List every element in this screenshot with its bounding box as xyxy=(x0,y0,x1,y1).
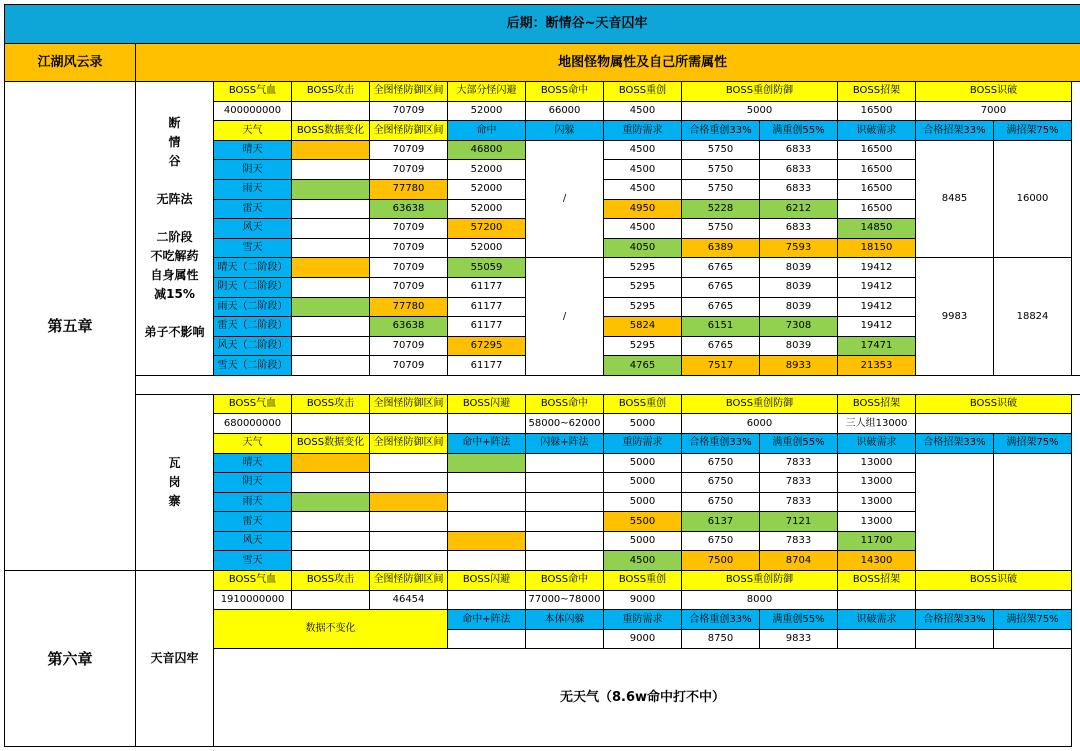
table-cell: 6000 xyxy=(682,414,838,434)
table-cell xyxy=(292,297,370,317)
table-cell: 61177 xyxy=(448,356,526,376)
column-header: BOSS重创防御 xyxy=(682,394,838,414)
table-cell: 11700 xyxy=(838,531,916,551)
no-change-note: 数据不变化 xyxy=(214,610,448,649)
table-cell: 19412 xyxy=(838,258,916,278)
weather-label: 风天（二阶段） xyxy=(214,336,292,356)
table-cell xyxy=(526,473,604,493)
table-cell: 13000 xyxy=(838,492,916,512)
table-cell xyxy=(994,629,1072,649)
table-cell: 52000 xyxy=(448,101,526,121)
column-header: 满招架75% xyxy=(994,121,1072,141)
table-cell xyxy=(916,453,994,570)
table-cell xyxy=(370,473,448,493)
weather-label: 风天 xyxy=(214,531,292,551)
map-label-line: 不吃解药 xyxy=(150,249,199,264)
table-cell: 4500 xyxy=(604,140,682,160)
column-header: 识破需求 xyxy=(838,610,916,630)
table-cell: 52000 xyxy=(448,160,526,180)
table-cell xyxy=(292,473,370,493)
weather-label: 雪天（二阶段） xyxy=(214,356,292,376)
table-row xyxy=(5,375,1080,394)
table-cell: 7308 xyxy=(760,317,838,337)
column-header: 本体闪躲 xyxy=(526,610,604,630)
table-cell: 680000000 xyxy=(214,414,292,434)
table-cell: 7517 xyxy=(682,356,760,376)
table-cell: 58000~62000 xyxy=(526,414,604,434)
column-header: 识破需求 xyxy=(838,121,916,141)
table-cell xyxy=(916,590,1072,610)
table-cell xyxy=(292,453,370,473)
column-header: BOSS攻击 xyxy=(292,82,370,102)
table-cell: 70709 xyxy=(370,258,448,278)
column-header: 合格招架33% xyxy=(916,434,994,454)
map-label-line: 情 xyxy=(168,135,181,150)
weather-label: 风天 xyxy=(214,219,292,239)
table-cell xyxy=(292,414,370,434)
column-header: BOSS识破 xyxy=(916,571,1072,591)
map-label-line: 瓦 xyxy=(168,455,181,470)
table-cell: 61177 xyxy=(448,277,526,297)
table-row xyxy=(5,44,1080,82)
column-header: BOSS数据变化 xyxy=(292,121,370,141)
table-cell: 5000 xyxy=(604,531,682,551)
table-cell: 14850 xyxy=(838,219,916,239)
column-header: BOSS攻击 xyxy=(292,394,370,414)
table-cell xyxy=(292,219,370,239)
table-cell xyxy=(370,414,448,434)
table-cell: 70709 xyxy=(370,219,448,239)
table-cell: 8039 xyxy=(760,277,838,297)
column-header: 闪躲 xyxy=(526,121,604,141)
table-cell xyxy=(370,551,448,571)
table-cell: 6765 xyxy=(682,258,760,278)
table-cell: 4500 xyxy=(604,219,682,239)
table-cell xyxy=(526,531,604,551)
table-cell: 18150 xyxy=(838,238,916,258)
table-cell: 5000 xyxy=(604,453,682,473)
table-cell xyxy=(292,140,370,160)
table-cell: 16500 xyxy=(838,140,916,160)
table-cell: 8039 xyxy=(760,258,838,278)
column-header: BOSS气血 xyxy=(214,571,292,591)
table-cell: 9000 xyxy=(604,590,682,610)
table-cell: 6765 xyxy=(682,297,760,317)
table-cell: 6833 xyxy=(760,140,838,160)
table-cell: 8039 xyxy=(760,336,838,356)
column-header: 闪躲+阵法 xyxy=(526,434,604,454)
map-label-line: 岗 xyxy=(168,474,181,489)
table-cell xyxy=(838,629,916,649)
map-label-line: 断 xyxy=(168,116,181,131)
table-cell: 14300 xyxy=(838,551,916,571)
section-heading: 地图怪物属性及自己所需属性 xyxy=(136,44,1080,82)
table-cell: 9833 xyxy=(760,629,838,649)
column-header: 合格重创33% xyxy=(682,610,760,630)
map-label-line: 弟子不影响 xyxy=(144,325,205,340)
column-header: 合格重创33% xyxy=(682,121,760,141)
table-cell: 5295 xyxy=(604,277,682,297)
table-cell: 6833 xyxy=(760,219,838,239)
table-cell: 57200 xyxy=(448,219,526,239)
table-cell: 61177 xyxy=(448,297,526,317)
weather-label: 晴天（二阶段） xyxy=(214,258,292,278)
table-cell: 6833 xyxy=(760,180,838,200)
table-cell: 70709 xyxy=(370,356,448,376)
table-cell: 5228 xyxy=(682,199,760,219)
table-cell: 52000 xyxy=(448,199,526,219)
table-cell xyxy=(292,277,370,297)
column-header: 合格招架33% xyxy=(916,610,994,630)
column-header: BOSS招架 xyxy=(838,82,916,102)
column-header: BOSS重创 xyxy=(604,82,682,102)
table-cell: 5000 xyxy=(604,414,682,434)
table-cell: 70709 xyxy=(370,277,448,297)
column-header: BOSS数据变化 xyxy=(292,434,370,454)
table-row xyxy=(5,394,1080,414)
table-cell: 16500 xyxy=(838,180,916,200)
table-cell: 6750 xyxy=(682,492,760,512)
table-cell: 9000 xyxy=(604,629,682,649)
table-cell: 7593 xyxy=(760,238,838,258)
table-cell: 5750 xyxy=(682,140,760,160)
table-cell: 77780 xyxy=(370,297,448,317)
table-cell: 4500 xyxy=(604,180,682,200)
column-header: BOSS重创 xyxy=(604,571,682,591)
table-cell: 17471 xyxy=(838,336,916,356)
map-label-line xyxy=(136,209,213,228)
table-cell: 5750 xyxy=(682,219,760,239)
table-cell xyxy=(526,492,604,512)
table-cell: 52000 xyxy=(448,238,526,258)
map-label-line: 减15% xyxy=(154,287,195,302)
table-cell: 6750 xyxy=(682,531,760,551)
table-cell: 13000 xyxy=(838,473,916,493)
column-header: 满重创55% xyxy=(760,121,838,141)
table-cell xyxy=(448,512,526,532)
table-cell xyxy=(292,531,370,551)
section-label: 江湖风云录 xyxy=(5,44,136,82)
table-cell xyxy=(838,590,916,610)
weather-label: 阴天（二阶段） xyxy=(214,277,292,297)
weather-label: 雪天 xyxy=(214,551,292,571)
map-label xyxy=(136,394,214,570)
table-cell: 70709 xyxy=(370,336,448,356)
table-cell xyxy=(526,551,604,571)
table-cell: 1910000000 xyxy=(214,590,292,610)
column-header: 天气 xyxy=(214,121,292,141)
table-cell: 70709 xyxy=(370,238,448,258)
table-cell xyxy=(448,492,526,512)
table-cell: / xyxy=(526,258,604,375)
boss-attribute-sheet xyxy=(4,4,1080,747)
table-cell xyxy=(292,356,370,376)
table-cell xyxy=(994,453,1072,570)
column-header: 识破需求 xyxy=(838,434,916,454)
table-cell xyxy=(292,199,370,219)
table-cell: 4500 xyxy=(604,160,682,180)
table-cell xyxy=(292,258,370,278)
column-header: BOSS重创 xyxy=(604,394,682,414)
table-cell: 6765 xyxy=(682,277,760,297)
column-header: BOSS气血 xyxy=(214,394,292,414)
table-cell: 8933 xyxy=(760,356,838,376)
table-cell: 5295 xyxy=(604,258,682,278)
weather-label: 雨天 xyxy=(214,492,292,512)
table-cell: 70709 xyxy=(370,101,448,121)
table-cell: 18824 xyxy=(994,258,1072,375)
table-cell: 8704 xyxy=(760,551,838,571)
weather-label: 雨天 xyxy=(214,180,292,200)
column-header: BOSS气血 xyxy=(214,82,292,102)
column-header: 全图怪防御区间 xyxy=(370,571,448,591)
column-header: BOSS重创防御 xyxy=(682,571,838,591)
table-cell: 9983 xyxy=(916,258,994,375)
table-cell xyxy=(526,629,604,649)
table-row xyxy=(5,571,1080,591)
chapter-label: 第五章 xyxy=(5,82,136,571)
column-header: 命中 xyxy=(448,121,526,141)
table-cell: 77000~78000 xyxy=(526,590,604,610)
table-cell: 55059 xyxy=(448,258,526,278)
table-cell: 66000 xyxy=(526,101,604,121)
column-header: 合格招架33% xyxy=(916,121,994,141)
column-header: 重防需求 xyxy=(604,610,682,630)
table-cell: 6137 xyxy=(682,512,760,532)
table-cell xyxy=(292,336,370,356)
column-header: 大部分怪闪避 xyxy=(448,82,526,102)
weather-note: 无天气（8.6w命中打不中） xyxy=(214,649,1072,747)
map-label-line: 二阶段 xyxy=(156,230,193,245)
table-cell: 8750 xyxy=(682,629,760,649)
table-cell xyxy=(292,512,370,532)
table-cell: 400000000 xyxy=(214,101,292,121)
table-cell: 46454 xyxy=(370,590,448,610)
table-cell: 16500 xyxy=(838,160,916,180)
column-header: 满重创55% xyxy=(760,434,838,454)
table-cell: 13000 xyxy=(838,453,916,473)
map-label xyxy=(136,82,214,376)
table-cell: 67295 xyxy=(448,336,526,356)
map-label-line: 无阵法 xyxy=(156,192,193,207)
table-cell: 19412 xyxy=(838,317,916,337)
column-header: BOSS命中 xyxy=(526,82,604,102)
table-cell xyxy=(292,180,370,200)
column-header: BOSS识破 xyxy=(916,82,1072,102)
column-header: BOSS闪避 xyxy=(448,394,526,414)
table-row xyxy=(5,5,1080,44)
separator-row xyxy=(136,375,1080,394)
table-cell: 19412 xyxy=(838,277,916,297)
table-cell xyxy=(370,453,448,473)
table-cell: 6750 xyxy=(682,473,760,493)
column-header: 全图怪防御区间 xyxy=(370,394,448,414)
column-header: 命中+阵法 xyxy=(448,434,526,454)
table-cell xyxy=(526,453,604,473)
column-header: BOSS招架 xyxy=(838,571,916,591)
table-cell: 77780 xyxy=(370,180,448,200)
table-cell: 4500 xyxy=(604,551,682,571)
map-label-line: 谷 xyxy=(168,154,181,169)
table-cell xyxy=(370,512,448,532)
table-cell xyxy=(448,473,526,493)
table-cell: 63638 xyxy=(370,317,448,337)
table-cell xyxy=(526,512,604,532)
map-label: 天音囚牢 xyxy=(136,571,214,747)
table-cell xyxy=(916,414,1072,434)
column-header: 满招架75% xyxy=(994,610,1072,630)
table-cell: 7833 xyxy=(760,473,838,493)
table-cell xyxy=(448,453,526,473)
map-label-line xyxy=(136,304,213,323)
table-cell: 5295 xyxy=(604,336,682,356)
table-cell xyxy=(916,629,994,649)
column-header: 命中+阵法 xyxy=(448,610,526,630)
weather-label: 阴天 xyxy=(214,473,292,493)
table-cell: 7121 xyxy=(760,512,838,532)
column-header: 满招架75% xyxy=(994,434,1072,454)
table-cell: 5750 xyxy=(682,180,760,200)
table-cell xyxy=(370,492,448,512)
table-cell: 5000 xyxy=(604,473,682,493)
table-cell: 5824 xyxy=(604,317,682,337)
table-cell: 7833 xyxy=(760,453,838,473)
table-cell: 7833 xyxy=(760,531,838,551)
column-header: BOSS命中 xyxy=(526,394,604,414)
table-cell: 70709 xyxy=(370,160,448,180)
table-cell: 8485 xyxy=(916,140,994,257)
weather-label: 晴天 xyxy=(214,140,292,160)
table-cell: 4500 xyxy=(604,101,682,121)
table-cell xyxy=(370,531,448,551)
table-cell xyxy=(448,629,526,649)
table-cell: 16500 xyxy=(838,199,916,219)
table-cell: 5750 xyxy=(682,160,760,180)
column-header: BOSS重创防御 xyxy=(682,82,838,102)
table-cell xyxy=(292,551,370,571)
table-cell: 21353 xyxy=(838,356,916,376)
column-header: 满重创55% xyxy=(760,610,838,630)
table-cell: 16500 xyxy=(838,101,916,121)
weather-label: 雨天（二阶段） xyxy=(214,297,292,317)
table-row xyxy=(5,82,1080,102)
table-cell xyxy=(448,590,526,610)
table-cell: 三人组13000 xyxy=(838,414,916,434)
table-cell: 16000 xyxy=(994,140,1072,257)
table-cell: 6212 xyxy=(760,199,838,219)
table-cell xyxy=(292,590,370,610)
table-cell xyxy=(448,531,526,551)
table-cell: 13000 xyxy=(838,512,916,532)
table-cell: / xyxy=(526,140,604,257)
column-header: 合格重创33% xyxy=(682,434,760,454)
table-cell: 5000 xyxy=(604,492,682,512)
chapter-label: 第六章 xyxy=(5,571,136,747)
table-cell: 6765 xyxy=(682,336,760,356)
weather-label: 雷天 xyxy=(214,199,292,219)
column-header: BOSS命中 xyxy=(526,571,604,591)
table-cell: 5500 xyxy=(604,512,682,532)
map-label-line xyxy=(136,171,213,190)
table-cell: 8039 xyxy=(760,297,838,317)
map-label-line: 自身属性 xyxy=(150,268,199,283)
weather-label: 雪天 xyxy=(214,238,292,258)
table-cell: 4950 xyxy=(604,199,682,219)
table-cell: 8000 xyxy=(682,590,838,610)
map-label-line: 寨 xyxy=(168,493,181,508)
table-cell: 4050 xyxy=(604,238,682,258)
column-header: 天气 xyxy=(214,434,292,454)
table-cell: 19412 xyxy=(838,297,916,317)
table-cell: 6151 xyxy=(682,317,760,337)
weather-label: 雷天 xyxy=(214,512,292,532)
column-header: BOSS识破 xyxy=(916,394,1072,414)
weather-label: 阴天 xyxy=(214,160,292,180)
table-cell: 7500 xyxy=(682,551,760,571)
table-cell xyxy=(292,101,370,121)
table-cell: 6389 xyxy=(682,238,760,258)
column-header: 重防需求 xyxy=(604,434,682,454)
table-cell xyxy=(448,414,526,434)
table-cell xyxy=(292,492,370,512)
table-cell xyxy=(448,551,526,571)
column-header: BOSS闪避 xyxy=(448,571,526,591)
table-cell: 6833 xyxy=(760,160,838,180)
column-header: 全图怪防御区间 xyxy=(370,82,448,102)
column-header: BOSS招架 xyxy=(838,394,916,414)
table-cell: 4765 xyxy=(604,356,682,376)
page-title: 后期：断情谷~天音囚牢 xyxy=(5,5,1080,44)
column-header: 全图怪防御区间 xyxy=(370,121,448,141)
table-cell: 6750 xyxy=(682,453,760,473)
column-header: 全图怪防御区间 xyxy=(370,434,448,454)
weather-label: 晴天 xyxy=(214,453,292,473)
table-cell: 52000 xyxy=(448,180,526,200)
table-cell: 70709 xyxy=(370,140,448,160)
table-cell: 5295 xyxy=(604,297,682,317)
table-cell xyxy=(292,238,370,258)
table-cell xyxy=(292,160,370,180)
table-cell xyxy=(292,317,370,337)
column-header: 重防需求 xyxy=(604,121,682,141)
column-header: BOSS攻击 xyxy=(292,571,370,591)
table-cell: 7000 xyxy=(916,101,1072,121)
weather-label: 雷天（二阶段） xyxy=(214,317,292,337)
table-cell: 5000 xyxy=(682,101,838,121)
table-cell: 63638 xyxy=(370,199,448,219)
table-cell: 46800 xyxy=(448,140,526,160)
table-cell: 7833 xyxy=(760,492,838,512)
table-cell: 61177 xyxy=(448,317,526,337)
